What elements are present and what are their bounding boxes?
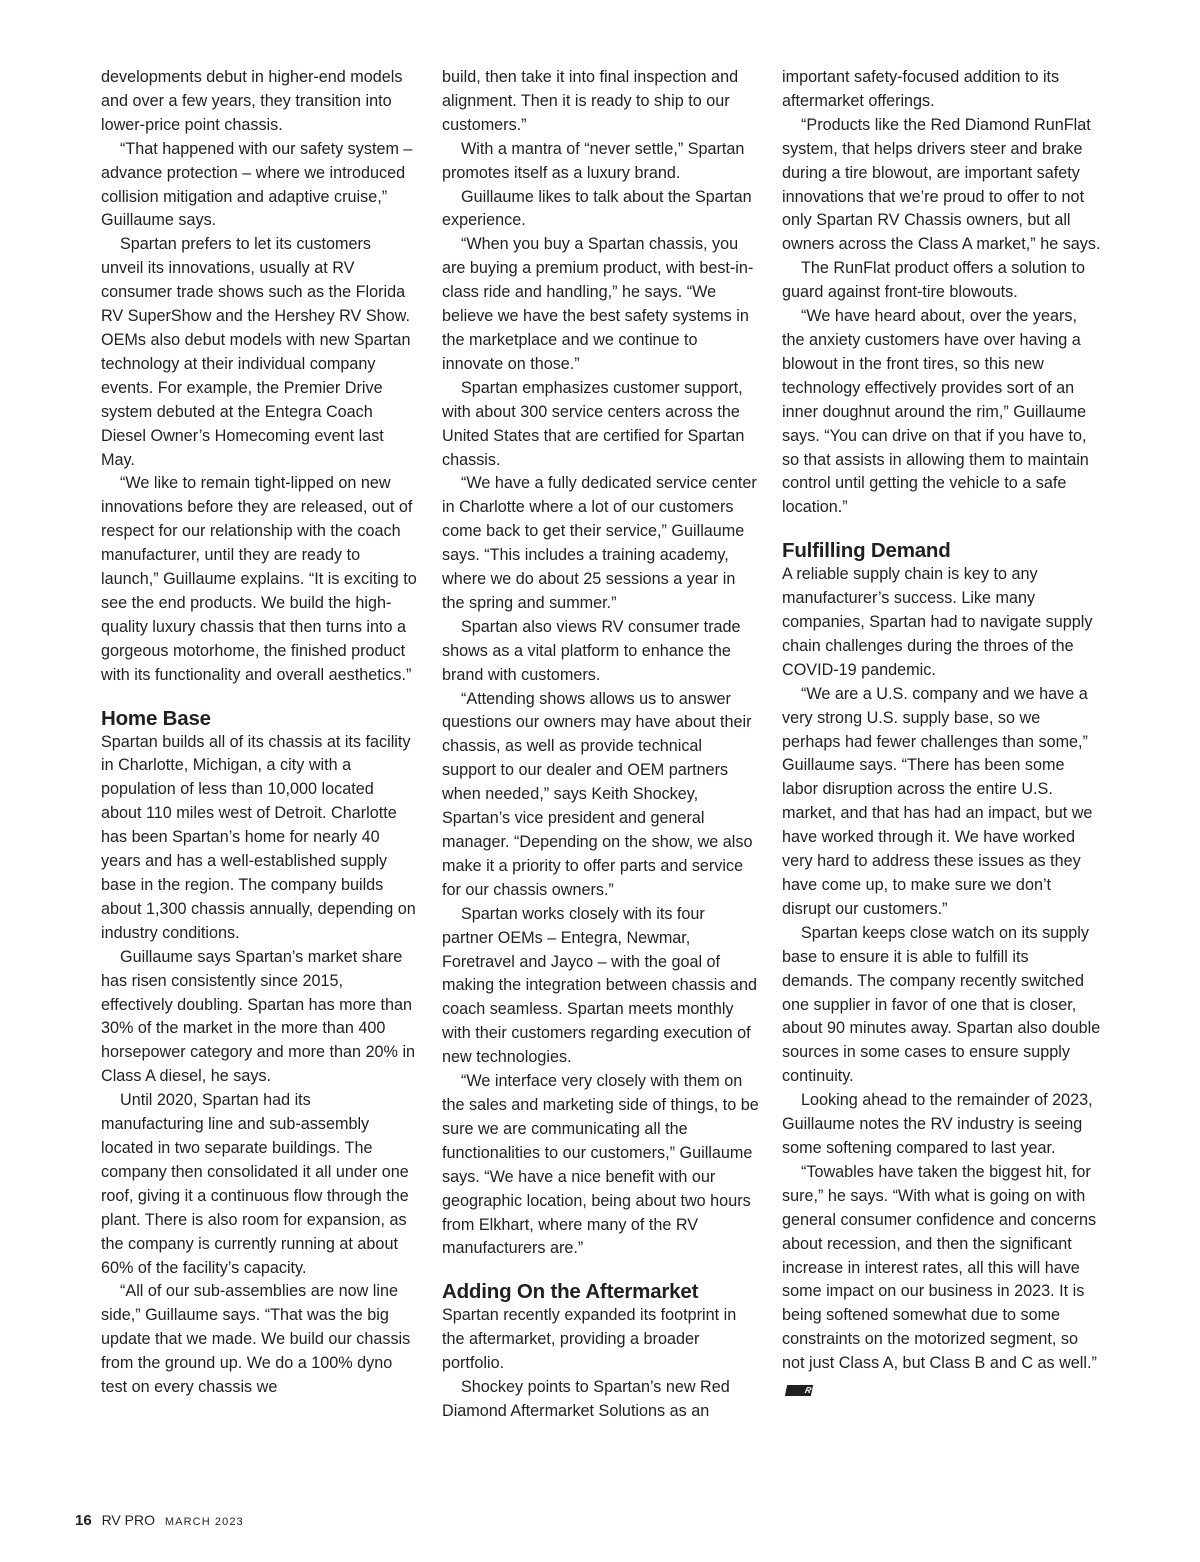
article-column-3 [782, 66, 1102, 1400]
paragraph: The RunFlat product offers a solution to guard against front-tire blowouts. [782, 259, 1086, 302]
issue-date: MARCH 2023 [164, 1516, 244, 1528]
paragraph: build, then take it into final inspection and alignment. Then it is ready to ship to our customers.” [442, 68, 739, 134]
paragraph: Guillaume likes to talk about the Spartan experience. [442, 187, 752, 230]
section-heading-fulfilling-demand: Fulfilling Demand [782, 539, 951, 563]
paragraph: “We have heard about, over the years, the anxiety customers have over having a blowout in the front tires, so this new technology effectively provides sort of an inner doughnut around the rim,” Guillaume says. “You can drive on that if you have to, so that assists in allowing them to maintain control until getting the vehicle to a safe location.” [782, 307, 1089, 517]
page-footer [75, 1511, 244, 1531]
paragraph: Spartan also views RV consumer trade shows as a vital platform to enhance the brand with customers. [442, 617, 741, 684]
paragraph: “We are a U.S. company and we have a very strong U.S. supply base, so we perhaps had fewer challenges than some,” Guillaume says. “There has been some labor disruption across the entire U.S. market, and that has had an impact, but we have worked through it. We have worked very hard to address these issues as they have come up, to make sure we don’t disrupt our customers.” [782, 684, 1093, 918]
page-number: 16 [75, 1512, 92, 1529]
paragraph: “That happened with our safety system – advance protection – where we introduced collision mitigation and adaptive cruise,” Guillaume says. [101, 139, 413, 230]
paragraph: “Products like the Red Diamond RunFlat system, that helps drivers steer and brake during a tire blowout, are important safety innovations that we’re proud to offer to not only Spartan RV Chassis owners, but all owners across the Class A market,” he says. [782, 115, 1101, 254]
paragraph: Spartan keeps close watch on its supply base to ensure it is able to fulfill its demands. The company recently switched one supplier in favor of one that is closer, about 90 minutes away. Spartan also double sources in some cases to ensure supply continuity. [782, 923, 1101, 1086]
paragraph: “We interface very closely with them on the sales and marketing side of things, to be sure we are communicating all the functionalities to our customers,” Guillaume says. “We have a nice benefit with our geographic location, being about two hours from Elkhart, where many of the RV manufacturers are.” [442, 1072, 759, 1258]
paragraph: Until 2020, Spartan had its manufacturing line and sub-assembly located in two separate buildings. The company then consolidated it all under one roof, giving it a continuous flow through the plant. There is also room for expansion, as the company is currently running at about 60% of the facility’s capacity. [101, 1091, 409, 1277]
paragraph: With a mantra of “never settle,” Spartan promotes itself as a luxury brand. [442, 139, 745, 182]
paragraph: “We have a fully dedicated service center in Charlotte where a lot of our customers come back to get their service,” Guillaume says. “This includes a training academy, where we do about 25 sessions a year in the spring and summer.” [442, 474, 757, 612]
closing-paragraph-text: “Towables have taken the biggest hit, for sure,” he says. “With what is going on with general consumer confidence and concerns about recession, and then the significant increase in interest rates, all this will have some impact on our business in 2023. It is being softened somewhat due to some constraints on the motorized segment, so not just Class A, but Class B and C as well.” [782, 1162, 1097, 1373]
paragraph: developments debut in higher-end models and over a few years, they transition into lower-price point chassis. [101, 68, 403, 134]
rvp-end-mark-icon: RVP [785, 1385, 813, 1396]
paragraph [782, 1161, 1102, 1400]
paragraph: “When you buy a Spartan chassis, you are buying a premium product, with best-in-class ride and handling,” he says. “We believe we have the best safety systems in the marketplace and we continue to innovate on those.” [442, 235, 754, 373]
section-heading-adding-on-the-aftermarket: Adding On the Aftermarket [442, 1280, 699, 1304]
paragraph: A reliable supply chain is key to any manufacturer’s success. Like many companies, Spartan had to navigate supply chain challenges during the throes of the COVID-19 pandemic. [782, 565, 1093, 679]
paragraph: “We like to remain tight-lipped on new innovations before they are released, out of respect for our relationship with the coach manufacturer, until they are ready to launch,” Guillaume explains. “It is exciting to see the end products. We build the high-quality luxury chassis that then turns into a gorgeous motorhome, the finished product with its functionality and overall aesthetics.” [101, 474, 417, 684]
article-column-2 [442, 66, 760, 1424]
paragraph: “Attending shows allows us to answer questions our owners may have about their chassis, as well as provide technical support to our dealer and OEM partners when needed,” says Keith Shockey, Spartan’s vice president and general manager. “Depending on the show, we also make it a priority to offer parts and service for our chassis owners.” [442, 689, 753, 899]
section-heading-home-base: Home Base [101, 706, 211, 730]
paragraph: Spartan works closely with its four partner OEMs – Entegra, Newmar, Foretravel and Jayco – with the goal of making the integration between chassis and coach seamless. Spartan meets monthly with their customers regarding execution of new technologies. [442, 904, 757, 1067]
paragraph: Spartan emphasizes customer support, with about 300 service centers across the United States that are certified for Spartan chassis. [442, 378, 745, 469]
magazine-name: RV PRO [101, 1512, 156, 1528]
paragraph: Spartan recently expanded its footprint in the aftermarket, providing a broader portfolio. [442, 1306, 737, 1373]
paragraph: Spartan builds all of its chassis at its facility in Charlotte, Michigan, a city with a population of less than 10,000 located about 110 miles west of Detroit. Charlotte has been Spartan’s home for nearly 40 years and has a well-established supply base in the region. The company builds about 1,300 chassis annually, depending on industry conditions. [101, 732, 416, 942]
paragraph: “All of our sub-assemblies are now line side,” Guillaume says. “That was the big update that we made. We build our chassis from the ground up. We do a 100% dyno test on every chassis we [101, 1282, 411, 1397]
paragraph: Looking ahead to the remainder of 2023, Guillaume notes the RV industry is seeing some softening compared to last year. [782, 1091, 1093, 1157]
paragraph: Spartan prefers to let its customers unveil its innovations, usually at RV consumer trade shows such as the Florida RV SuperShow and the Hershey RV Show. OEMs also debut models with new Spartan technology at their individual company events. For example, the Premier Drive system debuted at the Entegra Coach Diesel Owner’s Homecoming event last May. [101, 235, 411, 469]
article-column-1 [101, 66, 417, 1400]
paragraph: important safety-focused addition to its aftermarket offerings. [782, 68, 1060, 110]
paragraph: Guillaume says Spartan’s market share has risen consistently since 2015, effectively doubling. Spartan has more than 30% of the market in the more than 400 horsepower category and more than 20% in Class A diesel, he says. [101, 947, 416, 1086]
paragraph: Shockey points to Spartan’s new Red Diamond Aftermarket Solutions as an [442, 1378, 730, 1420]
